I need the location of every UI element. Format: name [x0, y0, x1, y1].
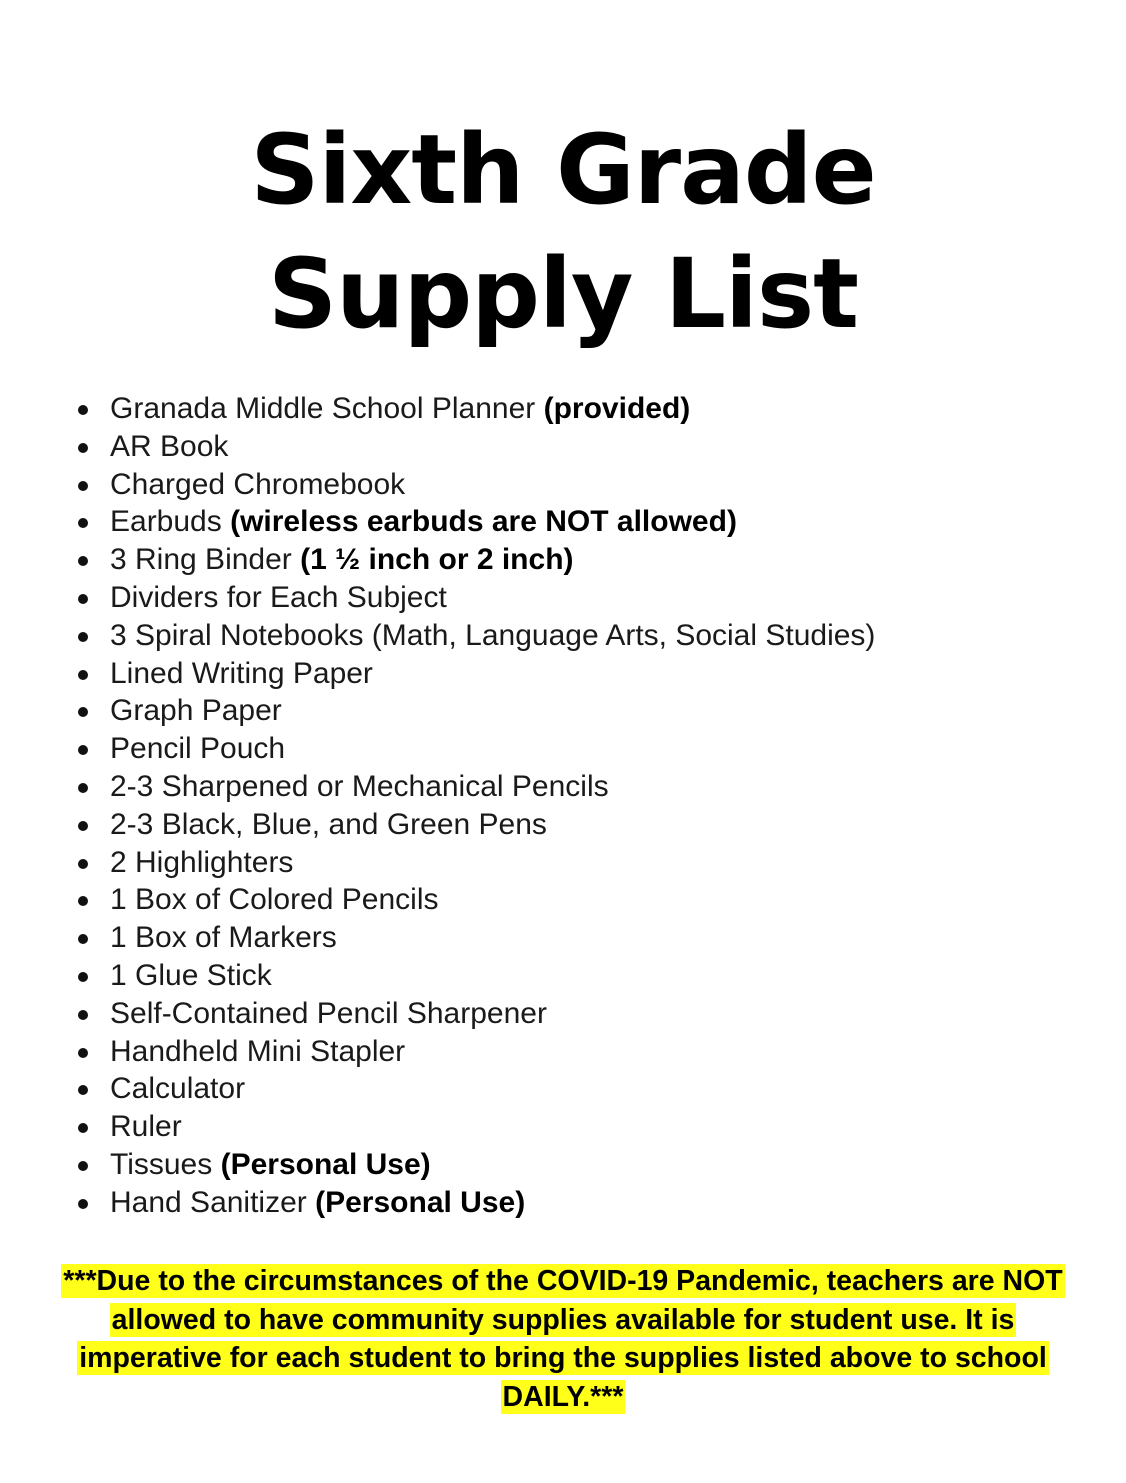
item-note: (Personal Use): [220, 1147, 431, 1181]
list-item: [78, 806, 875, 844]
bullet-icon: [78, 1161, 88, 1171]
item-text: Granada Middle School Planner: [110, 392, 536, 425]
bullet-icon: [78, 481, 88, 491]
bullet-icon: [78, 1123, 88, 1133]
list-item: [78, 617, 875, 655]
list-item: [78, 1033, 875, 1071]
list-item: [78, 503, 875, 541]
bullet-icon: [78, 632, 88, 642]
item-text: 3 Spiral Notebooks (Math, Language Arts, Social Studies): [110, 618, 876, 652]
bullet-icon: [78, 821, 88, 831]
supply-list: [78, 390, 875, 1222]
title-line-2: Supply List: [268, 238, 858, 350]
item-text: Handheld Mini Stapler: [110, 1034, 406, 1068]
bullet-icon: [78, 518, 88, 528]
bullet-icon: [78, 1048, 88, 1058]
item-text: 2-3 Sharpened or Mechanical Pencils: [110, 769, 609, 803]
item-text: 3 Ring Binder: [110, 543, 292, 577]
list-item: [78, 541, 875, 579]
item-text: 2-3 Black, Blue, and Green Pens: [110, 807, 547, 841]
bullet-icon: [78, 783, 88, 793]
item-text: 1 Box of Colored Pencils: [110, 883, 439, 917]
bullet-icon: [78, 443, 88, 453]
page-title: [0, 108, 1126, 356]
item-note: (wireless earbuds are NOT allowed): [230, 505, 737, 539]
list-item: [78, 466, 875, 504]
item-text: 2 Highlighters: [110, 845, 294, 879]
list-item: [78, 1146, 875, 1184]
item-text: Tissues: [110, 1147, 213, 1181]
list-item: [78, 995, 875, 1033]
item-text: Hand Sanitizer: [110, 1185, 307, 1219]
list-item: [78, 655, 875, 693]
bullet-icon: [78, 556, 88, 566]
list-item: [78, 730, 875, 768]
title-line-1: Sixth Grade: [250, 114, 876, 226]
bullet-icon: [78, 859, 88, 869]
list-item: [78, 881, 875, 919]
bullet-icon: [78, 405, 88, 415]
item-text: Ruler: [110, 1110, 182, 1144]
bullet-icon: [78, 594, 88, 604]
bullet-icon: [78, 745, 88, 755]
covid-notice-text: ***Due to the circumstances of the COVID-19 Pandemic, teachers are NOT allowed to have community supplies available for student use. It is imperative for each student to bring the supplies listed above to school DAILY.***: [63, 1265, 1063, 1413]
item-note: (provided): [543, 392, 691, 425]
item-text: Charged Chromebook: [110, 467, 406, 501]
list-item: [78, 390, 875, 428]
list-item: [78, 428, 875, 466]
list-item: [78, 768, 875, 806]
item-text: Self-Contained Pencil Sharpener: [110, 996, 547, 1030]
item-text: Calculator: [110, 1072, 246, 1106]
list-item: [78, 579, 875, 617]
list-item: [78, 1108, 875, 1146]
item-text: Dividers for Each Subject: [110, 580, 447, 614]
list-item: [78, 844, 875, 882]
item-note: (1 ½ inch or 2 inch): [300, 543, 574, 577]
list-item: [78, 1070, 875, 1108]
bullet-icon: [78, 1199, 88, 1209]
covid-notice: [60, 1262, 1066, 1416]
bullet-icon: [78, 934, 88, 944]
bullet-icon: [78, 972, 88, 982]
list-item: [78, 1184, 875, 1222]
bullet-icon: [78, 1010, 88, 1020]
item-text: Graph Paper: [110, 694, 282, 728]
bullet-icon: [78, 707, 88, 717]
item-text: Earbuds: [110, 505, 222, 539]
item-text: 1 Glue Stick: [110, 958, 272, 992]
list-item: [78, 692, 875, 730]
item-text: Pencil Pouch: [110, 732, 286, 766]
bullet-icon: [78, 670, 88, 680]
item-note: (Personal Use): [315, 1185, 526, 1219]
list-item: [78, 919, 875, 957]
list-item: [78, 957, 875, 995]
bullet-icon: [78, 1085, 88, 1095]
item-text: 1 Box of Markers: [110, 921, 337, 955]
item-text: Lined Writing Paper: [110, 656, 373, 690]
item-text: AR Book: [110, 429, 229, 463]
bullet-icon: [78, 896, 88, 906]
